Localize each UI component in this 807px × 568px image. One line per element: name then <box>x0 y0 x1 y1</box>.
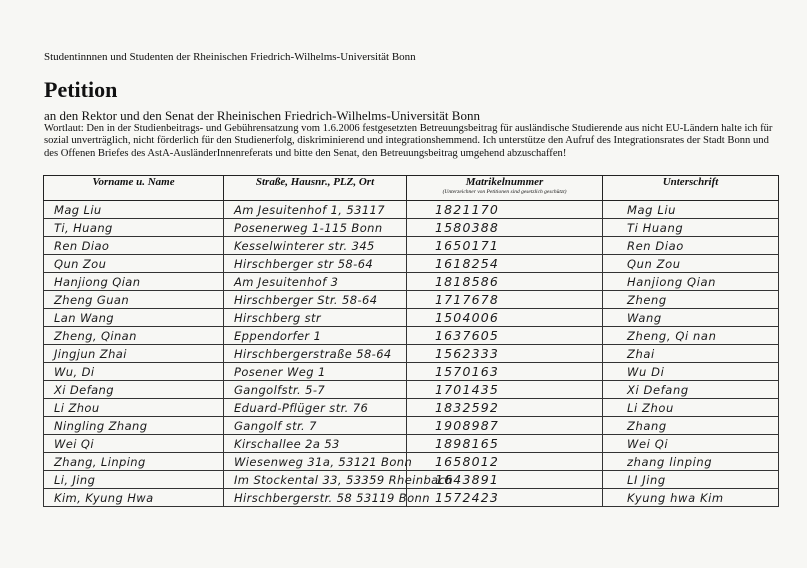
cell-address: Kesselwinterer str. 345 <box>224 237 407 255</box>
cell-signature: Zheng <box>603 291 779 309</box>
page-subtitle: an den Rektor und den Senat der Rheinischen Friedrich-Wilhelms-Universität Bonn <box>44 108 480 123</box>
table-row <box>44 327 779 345</box>
table-header-row <box>44 176 779 201</box>
cell-matrikel: 1580388 <box>407 219 603 237</box>
table-row <box>44 237 779 255</box>
table-row <box>44 291 779 309</box>
cell-address: Posenerweg 1-115 Bonn <box>224 219 407 237</box>
cell-name: Ningling Zhang <box>44 417 224 435</box>
cell-matrikel: 1908987 <box>407 417 603 435</box>
cell-address: Wiesenweg 31a, 53121 Bonn <box>224 453 407 471</box>
cell-matrikel: 1618254 <box>407 255 603 273</box>
cell-address: Gangolf str. 7 <box>224 417 407 435</box>
cell-name: Ti, Huang <box>44 219 224 237</box>
table-row <box>44 309 779 327</box>
cell-address: Eppendorfer 1 <box>224 327 407 345</box>
header-matrikel-note: (Unterzeichner von Petitionen sind gesetzlich geschützt) <box>442 189 567 195</box>
header-matrikel-label: Matrikelnummer <box>465 176 544 188</box>
cell-matrikel: 1658012 <box>407 453 603 471</box>
cell-signature: Ren Diao <box>603 237 779 255</box>
page-title: Petition <box>44 77 118 102</box>
cell-name: Li, Jing <box>44 471 224 489</box>
cell-signature: Wei Qi <box>603 435 779 453</box>
table-row <box>44 273 779 291</box>
cell-signature: Qun Zou <box>603 255 779 273</box>
cell-signature: Wang <box>603 309 779 327</box>
cell-address: Hirschbergerstr. 58 53119 Bonn <box>224 489 407 507</box>
cell-signature: Zhang <box>603 417 779 435</box>
table-row <box>44 345 779 363</box>
header-name: Vorname u. Name <box>44 176 224 201</box>
table-row <box>44 255 779 273</box>
cell-signature: Wu Di <box>603 363 779 381</box>
cell-name: Li Zhou <box>44 399 224 417</box>
cell-address: Am Jesuitenhof 1, 53117 <box>224 201 407 219</box>
cell-signature: Kyung hwa Kim <box>603 489 779 507</box>
cell-signature: Zhai <box>603 345 779 363</box>
cell-signature: zhang linping <box>603 453 779 471</box>
cell-matrikel: 1832592 <box>407 399 603 417</box>
cell-address: Im Stockental 33, 53359 Rheinbach <box>224 471 407 489</box>
cell-signature: LI Jing <box>603 471 779 489</box>
cell-matrikel: 1650171 <box>407 237 603 255</box>
table-row <box>44 471 779 489</box>
cell-signature: Li Zhou <box>603 399 779 417</box>
cell-address: Hirschberger Str. 58-64 <box>224 291 407 309</box>
table-row <box>44 417 779 435</box>
cell-matrikel: 1717678 <box>407 291 603 309</box>
cell-matrikel: 1701435 <box>407 381 603 399</box>
cell-name: Zhang, Linping <box>44 453 224 471</box>
cell-address: Eduard-Pflüger str. 76 <box>224 399 407 417</box>
cell-matrikel: 1504006 <box>407 309 603 327</box>
table-row <box>44 489 779 507</box>
cell-address: Hirschbergerstraße 58-64 <box>224 345 407 363</box>
cell-name: Hanjiong Qian <box>44 273 224 291</box>
cell-address: Am Jesuitenhof 3 <box>224 273 407 291</box>
university-header: Studentinnnen und Studenten der Rheinischen Friedrich-Wilhelms-Universität Bonn <box>44 51 416 63</box>
cell-name: Xi Defang <box>44 381 224 399</box>
header-signature: Unterschrift <box>603 176 779 201</box>
cell-matrikel: 1572423 <box>407 489 603 507</box>
cell-address: Hirschberger str 58-64 <box>224 255 407 273</box>
cell-name: Wu, Di <box>44 363 224 381</box>
cell-name: Kim, Kyung Hwa <box>44 489 224 507</box>
cell-name: Jingjun Zhai <box>44 345 224 363</box>
signature-table <box>43 175 779 507</box>
cell-matrikel: 1570163 <box>407 363 603 381</box>
cell-matrikel: 1898165 <box>407 435 603 453</box>
table-row <box>44 219 779 237</box>
petition-wording: Wortlaut: Den in der Studienbeitrags- und Gebührensatzung vom 1.6.2006 festgesetzten Betreuungsbeitrag für ausländische Studierende aus nicht EU-Ländern halte ich für sozial unverträglich, nicht förderlich für den Studienerfolg, diskriminierend und integrationshemmend. Ich unterstütze den Aufruf des Integrationsrates der Stadt Bonn und des Offenen Briefes des AstA-AusländerInnenreferats und bitte den Senat, den Betreuungsbeitrag umgehend abzuschaffen! <box>44 123 773 159</box>
cell-name: Ren Diao <box>44 237 224 255</box>
cell-matrikel: 1818586 <box>407 273 603 291</box>
cell-signature: Ti Huang <box>603 219 779 237</box>
cell-signature: Hanjiong Qian <box>603 273 779 291</box>
cell-address: Hirschberg str <box>224 309 407 327</box>
table-row <box>44 363 779 381</box>
cell-name: Zheng, Qinan <box>44 327 224 345</box>
table-row <box>44 399 779 417</box>
table-row <box>44 201 779 219</box>
cell-name: Mag Liu <box>44 201 224 219</box>
cell-matrikel: 1562333 <box>407 345 603 363</box>
cell-address: Gangolfstr. 5-7 <box>224 381 407 399</box>
cell-signature: Mag Liu <box>603 201 779 219</box>
cell-signature: Zheng, Qi nan <box>603 327 779 345</box>
cell-matrikel: 1643891 <box>407 471 603 489</box>
cell-name: Qun Zou <box>44 255 224 273</box>
cell-name: Wei Qi <box>44 435 224 453</box>
table-row <box>44 435 779 453</box>
header-matrikel <box>407 176 603 201</box>
cell-name: Lan Wang <box>44 309 224 327</box>
cell-address: Posener Weg 1 <box>224 363 407 381</box>
table-row <box>44 381 779 399</box>
cell-matrikel: 1821170 <box>407 201 603 219</box>
cell-signature: Xi Defang <box>603 381 779 399</box>
cell-matrikel: 1637605 <box>407 327 603 345</box>
header-address: Straße, Hausnr., PLZ, Ort <box>224 176 407 201</box>
cell-address: Kirschallee 2a 53 <box>224 435 407 453</box>
cell-name: Zheng Guan <box>44 291 224 309</box>
table-row <box>44 453 779 471</box>
